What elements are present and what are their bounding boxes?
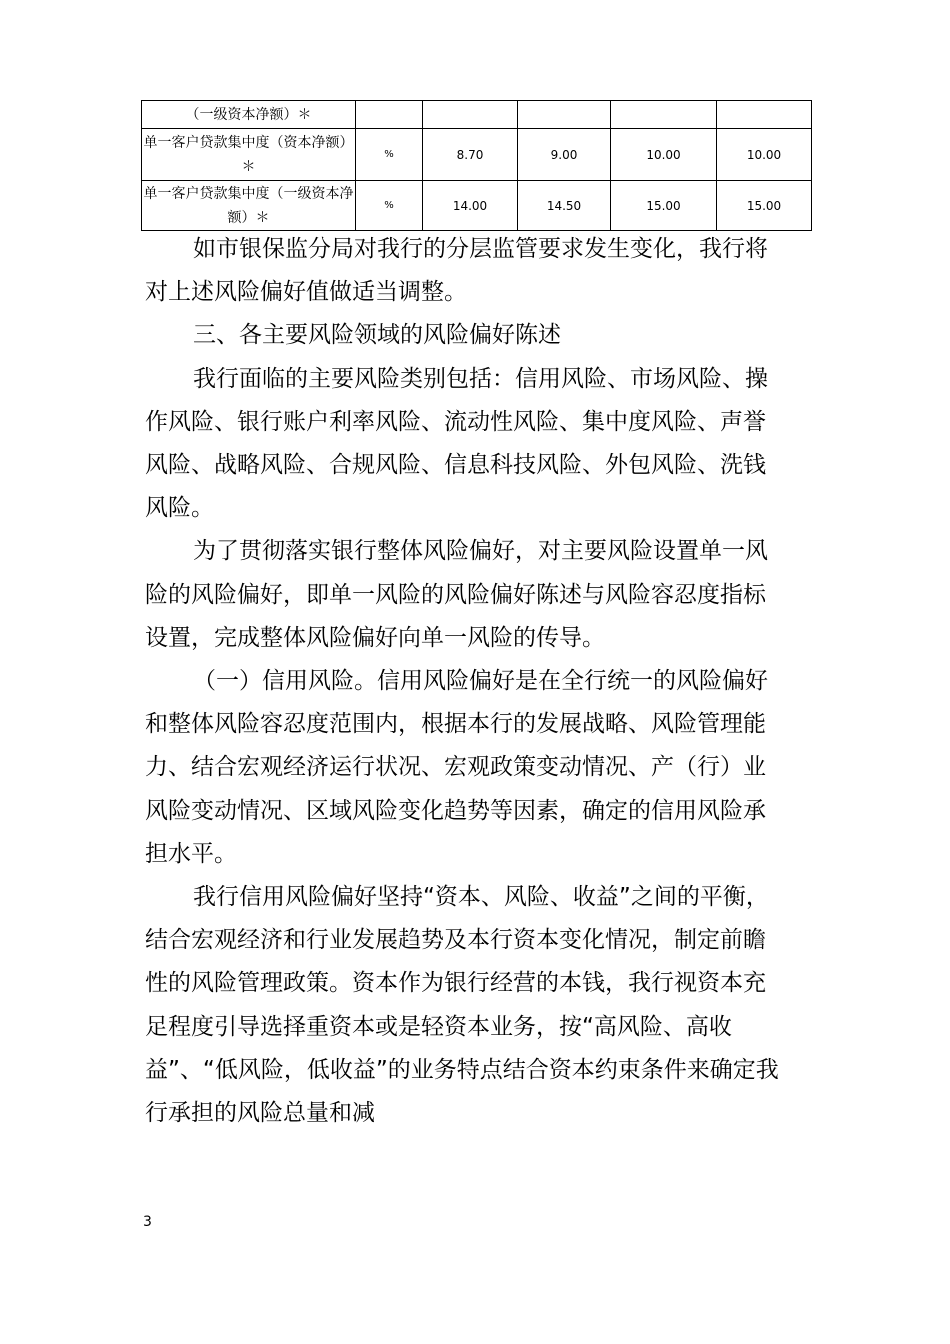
paragraph: 为了贯彻落实银行整体风险偏好，对主要风险设置单一风险的风险偏好，即单一风险的风险偏好陈述与风险容忍度指标设置，完成整体风险偏好向单一风险的传导。	[145, 538, 768, 651]
table-row	[142, 181, 812, 231]
value-cell: 15.00	[611, 181, 717, 231]
unit-cell: %	[356, 181, 423, 231]
unit-cell: %	[356, 129, 423, 181]
table-row	[142, 129, 812, 181]
page-number: 3	[143, 1214, 152, 1230]
indicator-name-cell: 单一客户贷款集中度（资本净额）＊	[142, 129, 356, 181]
value-cell: 15.00	[717, 181, 812, 231]
value-cell	[423, 101, 518, 129]
risk-indicator-table	[141, 100, 812, 231]
section-heading: 三、各主要风险领域的风险偏好陈述	[193, 322, 561, 349]
indicator-name-cell: （一级资本净额）＊	[142, 101, 356, 129]
value-cell	[518, 101, 611, 129]
paragraph: 我行面临的主要风险类别包括：信用风险、市场风险、操作风险、银行账户利率风险、流动性风险、集中度风险、声誉风险、战略风险、合规风险、信息科技风险、外包风险、洗钱风险。	[145, 365, 768, 522]
indicator-name-cell: 单一客户贷款集中度（一级资本净额）＊	[142, 181, 356, 231]
paragraph: 如市银保监分局对我行的分层监管要求发生变化，我行将对上述风险偏好值做适当调整。	[145, 236, 768, 306]
unit-cell	[356, 101, 423, 129]
paragraph: 我行信用风险偏好坚持“资本、风险、收益”之间的平衡，结合宏观经济和行业发展趋势及本行资本变化情况，制定前瞻性的风险管理政策。资本作为银行经营的本钱，我行视资本充足程度引导选择重资本或是轻资本业务，按“高风险、高收益”、“低风险，低收益”的业务特点结合资本约束条件来确定我行承担的风险总量和减	[145, 884, 779, 1127]
value-cell: 10.00	[717, 129, 812, 181]
value-cell: 14.00	[423, 181, 518, 231]
value-cell: 9.00	[518, 129, 611, 181]
value-cell: 10.00	[611, 129, 717, 181]
value-cell: 8.70	[423, 129, 518, 181]
body-text	[145, 228, 785, 1135]
value-cell: 14.50	[518, 181, 611, 231]
value-cell	[611, 101, 717, 129]
paragraph: （一）信用风险。信用风险偏好是在全行统一的风险偏好和整体风险容忍度范围内，根据本行的发展战略、风险管理能力、结合宏观经济运行状况、宏观政策变动情况、产（行）业风险变动情况、区域风险变化趋势等因素，确定的信用风险承担水平。	[145, 668, 768, 867]
value-cell	[717, 101, 812, 129]
table-row	[142, 101, 812, 129]
